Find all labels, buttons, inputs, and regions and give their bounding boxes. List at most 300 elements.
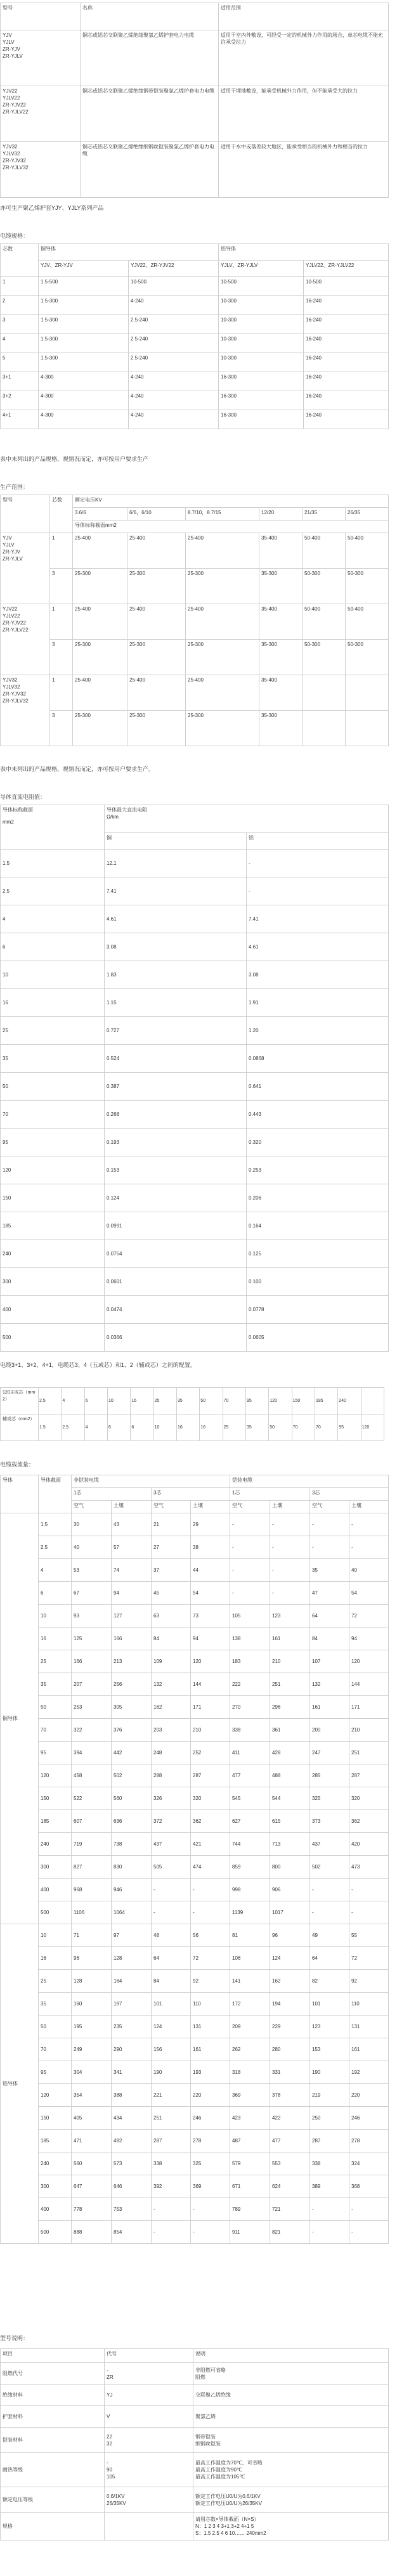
dc-header-copper: 铜 [105, 833, 247, 850]
spec-range-cell: 4-300 [39, 372, 129, 391]
table-row [1, 315, 389, 334]
amp-value-cell: 57 [112, 1536, 152, 1559]
dc-value-cell: 1.15 [105, 989, 247, 1017]
table-row [1, 905, 389, 933]
amp-value-cell: 305 [112, 1696, 152, 1719]
amp-value-cell: 296 [270, 1696, 310, 1719]
prod-range-cell: 50-300 [346, 569, 389, 604]
amp-value-cell: 72 [349, 1605, 389, 1628]
amp-value-cell: 101 [152, 1993, 191, 2016]
prod-header-voltage: 额定电压KV [73, 495, 389, 508]
amp-value-cell: 378 [270, 2084, 310, 2107]
table-row [1, 1970, 389, 1993]
amp-area-cell: 500 [39, 2221, 72, 2244]
amp-value-cell: 171 [349, 1696, 389, 1719]
prod-range-cell: 35-300 [259, 569, 303, 604]
amp-area-cell: 95 [39, 1742, 72, 1764]
model-cell: YJV YJLV ZR-YJV ZR-YJLV [1, 30, 81, 86]
amp-value-cell: 285 [310, 1764, 349, 1787]
config-value-cell: 150 [292, 1388, 315, 1414]
dc-value-cell: 0.253 [247, 1156, 389, 1184]
table-row [1, 933, 389, 961]
dc-value-cell: 0.125 [247, 1240, 389, 1268]
spec-range-cell: 2.5-240 [129, 353, 219, 372]
table-row [1, 2130, 389, 2152]
prod-range-cell: 50-400 [346, 533, 389, 569]
amp-header-conductor: 导体 [1, 1475, 39, 1513]
prod-range-cell: 25-400 [73, 533, 127, 569]
amp-value-cell: 125 [72, 1628, 112, 1650]
amp-conductor-cell: 铜导体 [1, 1513, 39, 1924]
amp-value-cell: 738 [112, 1833, 152, 1856]
prod-voltage-cell: 3.6/6 [73, 508, 127, 521]
table-row [1, 675, 389, 711]
amp-value-cell: 394 [72, 1742, 112, 1764]
amp-value-cell: 141 [230, 1970, 270, 1993]
prod-range-cell: 25-300 [127, 640, 186, 675]
amp-value-cell: 197 [112, 1993, 152, 2016]
amp-value-cell: 325 [191, 2152, 230, 2175]
ampacity-section [0, 1475, 389, 2244]
dc-area-cell: 2.5 [1, 877, 105, 905]
spec-cores-cell: 2 [1, 296, 39, 315]
amp-value-cell: 73 [191, 1605, 230, 1628]
table-row [1, 296, 389, 315]
spec-range-cell: 4-300 [39, 391, 129, 410]
amp-value-cell: 72 [349, 1947, 389, 1970]
table-row [1, 2453, 389, 2487]
amp-value-cell: 647 [72, 2175, 112, 2198]
amp-value-cell: 64 [310, 1947, 349, 1970]
amp-value-cell: 248 [152, 1742, 191, 1764]
amp-header-3core: 3芯 [310, 1488, 389, 1501]
amp-value-cell: 106 [230, 1947, 270, 1970]
amp-value-cell: 287 [310, 2130, 349, 2152]
dc-header-area-label: 导体标称截面 [3, 807, 33, 813]
table-row [1, 1810, 389, 1833]
amp-value-cell: 207 [72, 1673, 112, 1696]
amp-body [1, 1513, 389, 2244]
prod-cores-cell: 3 [50, 640, 73, 675]
amp-value-cell: 138 [230, 1628, 270, 1650]
config-value-cell: 185 [315, 1388, 337, 1414]
code-desc-cell: 额定工作电压U0/U为0.6/1KV 额定工作电压U0/U为26/35KV [193, 2487, 389, 2513]
dc-section [0, 805, 389, 1352]
dc-area-cell: 4 [1, 905, 105, 933]
dc-value-cell: 0.0366 [105, 1324, 247, 1352]
amp-value-cell: 422 [270, 2107, 310, 2130]
amp-area-cell: 500 [39, 1901, 72, 1924]
amp-value-cell: 124 [270, 1947, 310, 1970]
code-desc-cell: 请用芯数×导体截面（N×S） N：1 2 3 4 3+1 3+2 4+1 5 S：1.5 2.5 4 6 10…… 240mm2 [193, 2513, 389, 2540]
config-value-cell: 25 [223, 1414, 245, 1441]
dc-value-cell: 3.08 [105, 933, 247, 961]
amp-area-cell: 240 [39, 2152, 72, 2175]
table-row [1, 1101, 389, 1129]
amp-value-cell: 164 [112, 1970, 152, 1993]
config-value-cell [361, 1388, 384, 1414]
table-row [1, 1513, 389, 1536]
amp-value-cell: 998 [230, 1879, 270, 1901]
config-value-cell: 95 [245, 1388, 268, 1414]
model-header-cell: 型号 [1, 3, 81, 30]
prod-range-cell: 25-300 [73, 569, 127, 604]
amp-value-cell: 249 [72, 2038, 112, 2061]
amp-area-cell: 95 [39, 2061, 72, 2084]
amp-value-cell: 369 [230, 2084, 270, 2107]
table-row [1, 1129, 389, 1156]
spec-range-cell: 10-300 [219, 353, 304, 372]
dc-header-area-unit: mm2 [3, 819, 14, 825]
amp-value-cell: - [191, 1879, 230, 1901]
amp-value-cell: 161 [349, 2038, 389, 2061]
table-row [1, 1536, 389, 1559]
amp-value-cell: - [310, 1901, 349, 1924]
prod-range-cell: 35-300 [259, 640, 303, 675]
model-section [0, 3, 389, 198]
amp-value-cell: 55 [349, 1924, 389, 1947]
amp-value-cell: 74 [112, 1559, 152, 1582]
dc-header-res-label: 导体最大直流电阻 [107, 807, 147, 813]
amp-value-cell: 47 [310, 1582, 349, 1605]
config-value-cell: 4 [84, 1414, 107, 1441]
amp-value-cell: 162 [270, 1970, 310, 1993]
code-desc-cell: 聚氯乙烯 [193, 2406, 389, 2428]
amp-value-cell: - [349, 1901, 389, 1924]
prod-range-cell: 25-400 [186, 604, 259, 640]
note-config: 电缆3+1、3+2、4+1，电缆芯3、4（五或芯）和1、2（辅或芯）之间的配置。 [0, 1362, 196, 1368]
spec-cores-cell: 4+1 [1, 410, 39, 429]
amp-area-cell: 400 [39, 2198, 72, 2221]
table-row [1, 2175, 389, 2198]
amp-value-cell: 247 [310, 1742, 349, 1764]
amp-value-cell: 821 [270, 2221, 310, 2244]
table-row [1, 1833, 389, 1856]
amp-value-cell: 502 [310, 1856, 349, 1879]
amp-value-cell: 63 [152, 1605, 191, 1628]
code-symbol-cell: V [105, 2406, 193, 2428]
model-table [0, 3, 389, 198]
table-row [1, 2221, 389, 2244]
prod-header-cores: 芯数 [50, 495, 73, 533]
amp-value-cell: 1064 [112, 1901, 152, 1924]
amp-value-cell: 171 [191, 1696, 230, 1719]
amp-value-cell: 778 [72, 2198, 112, 2221]
amp-value-cell: 253 [72, 1696, 112, 1719]
config-value-cell: 16 [200, 1414, 223, 1441]
spec-range-cell: 10-300 [219, 296, 304, 315]
table-row [1, 1764, 389, 1787]
amp-value-cell: 166 [72, 1650, 112, 1673]
amp-value-cell: 123 [270, 1605, 310, 1628]
amp-header-air: 空气 [310, 1501, 349, 1513]
amp-value-cell: 671 [230, 2175, 270, 2198]
table-row [1, 850, 389, 877]
table-row [1, 1947, 389, 1970]
amp-area-cell: 50 [39, 1696, 72, 1719]
amp-value-cell: 287 [191, 1764, 230, 1787]
amp-value-cell: 156 [152, 2038, 191, 2061]
amp-value-cell: 96 [270, 1924, 310, 1947]
prod-range-cell: 25-400 [127, 604, 186, 640]
amp-value-cell: 101 [310, 1993, 349, 2016]
amp-value-cell: - [349, 2198, 389, 2221]
spec-header-cores: 芯数 [1, 244, 39, 277]
amp-value-cell: 278 [191, 2130, 230, 2152]
table-row [1, 1901, 389, 1924]
dc-value-cell: 1.20 [247, 1017, 389, 1045]
amp-value-cell: 278 [349, 2130, 389, 2152]
amp-value-cell: 487 [230, 2130, 270, 2152]
config-section [0, 1387, 384, 1441]
spec-range-cell: 16-240 [304, 372, 389, 391]
amp-value-cell: 474 [191, 1856, 230, 1879]
amp-value-cell: 40 [72, 1536, 112, 1559]
dc-value-cell: 0.164 [247, 1212, 389, 1240]
amp-value-cell: - [270, 1559, 310, 1582]
amp-value-cell: 505 [152, 1856, 191, 1879]
dc-value-cell: 7.41 [247, 905, 389, 933]
amp-value-cell: - [349, 1513, 389, 1536]
table-row [1, 2061, 389, 2084]
code-header-cell: 项目 [1, 2349, 105, 2363]
spec-range-cell: 16-240 [304, 353, 389, 372]
dc-area-cell: 150 [1, 1184, 105, 1212]
amp-header-soil: 土壤 [349, 1501, 389, 1513]
spec-range-cell: 16-240 [304, 391, 389, 410]
amp-value-cell: 320 [349, 1787, 389, 1810]
prod-range-cell: 25-300 [127, 711, 186, 746]
amp-area-cell: 120 [39, 2084, 72, 2107]
config-value-cell: 6 [84, 1388, 107, 1414]
spec-cores-cell: 3+1 [1, 372, 39, 391]
amp-value-cell: 800 [270, 1856, 310, 1879]
amp-value-cell: 560 [112, 1787, 152, 1810]
amp-header-soil: 土壤 [112, 1501, 152, 1513]
table-row [1, 961, 389, 989]
amp-value-cell: 203 [152, 1719, 191, 1742]
spec-range-cell: 4-240 [129, 391, 219, 410]
dc-body [1, 850, 389, 1352]
model-header-cell: 名称 [81, 3, 219, 30]
amp-area-cell: 4 [39, 1559, 72, 1582]
table-row [1, 1156, 389, 1184]
amp-value-cell: 246 [191, 2107, 230, 2130]
prod-range-cell [346, 711, 389, 746]
dc-value-cell: 0.0868 [247, 1045, 389, 1073]
prod-range-cell: 25-400 [127, 533, 186, 569]
amp-value-cell: 434 [112, 2107, 152, 2130]
config-aux-row [1, 1414, 384, 1441]
amp-value-cell: 646 [112, 2175, 152, 2198]
spec-range-cell: 16-240 [304, 315, 389, 334]
spec-cores-cell: 3 [1, 315, 39, 334]
table-row [1, 410, 389, 429]
amp-value-cell: 428 [270, 1742, 310, 1764]
amp-value-cell: 325 [310, 1787, 349, 1810]
amp-value-cell: - [191, 1901, 230, 1924]
amp-value-cell: - [152, 2198, 191, 2221]
amp-value-cell: 373 [310, 1810, 349, 1833]
amp-value-cell: 250 [310, 2107, 349, 2130]
model-cell: YJV32 YJLV32 ZR-YJV32 ZR-YJLV32 [1, 142, 81, 198]
table-row [1, 2406, 389, 2428]
amp-value-cell: 219 [310, 2084, 349, 2107]
amp-area-cell: 35 [39, 1993, 72, 2016]
amp-value-cell: 251 [349, 1742, 389, 1764]
config-value-cell: 120 [269, 1388, 292, 1414]
amp-value-cell: 246 [349, 2107, 389, 2130]
config-value-cell: 35 [245, 1414, 268, 1441]
prod-range-cell: 50-300 [346, 640, 389, 675]
spec-range-cell: 4-240 [129, 296, 219, 315]
amp-value-cell: 92 [349, 1970, 389, 1993]
amp-value-cell: 93 [72, 1605, 112, 1628]
table-row [1, 1719, 389, 1742]
prod-range-cell: 50-400 [346, 604, 389, 640]
amp-value-cell: 341 [112, 2061, 152, 2084]
amp-value-cell: 331 [270, 2061, 310, 2084]
spec-cores-cell: 5 [1, 353, 39, 372]
table-row [1, 1787, 389, 1810]
spec-header-cell: YJV、ZR-YJV [39, 261, 129, 277]
prod-range-cell: 25-400 [73, 675, 127, 711]
amp-value-cell: 251 [152, 2107, 191, 2130]
spec-range-cell: 1.5-300 [39, 296, 129, 315]
amp-value-cell: 131 [349, 2016, 389, 2038]
amp-area-cell: 16 [39, 1947, 72, 1970]
config-value-cell: 70 [292, 1414, 315, 1441]
amp-value-cell: 210 [270, 1650, 310, 1673]
amp-header-air: 空气 [230, 1501, 270, 1513]
table-row [1, 1605, 389, 1628]
amp-value-cell: 222 [230, 1673, 270, 1696]
dc-area-cell: 185 [1, 1212, 105, 1240]
amp-area-cell: 300 [39, 2175, 72, 2198]
spec-range-cell: 16-240 [304, 410, 389, 429]
prod-range-cell: 25-400 [73, 604, 127, 640]
dc-value-cell: 0.124 [105, 1184, 247, 1212]
amp-value-cell: 392 [152, 2175, 191, 2198]
amp-value-cell: 220 [191, 2084, 230, 2107]
code-symbol-cell [105, 2513, 193, 2540]
code-symbol-cell: 0.6/1KV 26/35KV [105, 2487, 193, 2513]
amp-value-cell: 144 [191, 1673, 230, 1696]
config-main-row [1, 1388, 384, 1414]
table-row [1, 1696, 389, 1719]
dc-area-cell: 6 [1, 933, 105, 961]
prod-voltage-cell: 8.7/10，8.7/15 [186, 508, 259, 521]
amp-area-cell: 300 [39, 1856, 72, 1879]
amp-value-cell: 338 [230, 1719, 270, 1742]
amp-value-cell: - [349, 2221, 389, 2244]
amp-area-cell: 25 [39, 1650, 72, 1673]
amp-value-cell: 209 [230, 2016, 270, 2038]
prod-range-cell: 25-300 [73, 711, 127, 746]
amp-value-cell: - [310, 1879, 349, 1901]
config-value-cell: 2.5 [62, 1414, 84, 1441]
spec-header-copper: 铜导体 [39, 244, 219, 261]
amp-value-cell: 120 [349, 1650, 389, 1673]
amp-value-cell: 411 [230, 1742, 270, 1764]
amp-value-cell: 369 [191, 2175, 230, 2198]
amp-value-cell: 172 [230, 1993, 270, 2016]
prod-model-cell: YJV32 YJLV32 ZR-YJV32 ZR-YJLV32 [1, 675, 50, 746]
model-name-cell: 铜芯或铝芯交联聚乙烯绝缘细钢丝铠装聚氯乙烯护套电力电缆 [81, 142, 219, 198]
amp-value-cell: 92 [191, 1970, 230, 1993]
amp-value-cell: 1139 [230, 1901, 270, 1924]
amp-area-cell: 70 [39, 1719, 72, 1742]
amp-value-cell: 43 [112, 1513, 152, 1536]
code-desc-cell: 非阻燃可省略 阻燃 [193, 2363, 389, 2385]
amp-value-cell: 290 [112, 2038, 152, 2061]
amp-value-cell: 38 [191, 1536, 230, 1559]
amp-value-cell: 789 [230, 2198, 270, 2221]
prod-cores-cell: 1 [50, 533, 73, 569]
amp-value-cell: 713 [270, 1833, 310, 1856]
prod-range-cell: 35-400 [259, 533, 303, 569]
amp-header-armored: 铠装电缆 [230, 1475, 389, 1488]
amp-value-cell: 123 [310, 2016, 349, 2038]
dc-value-cell: 0.727 [105, 1017, 247, 1045]
code-item-cell: 阻燃代号 [1, 2363, 105, 2385]
code-item-cell: 额定电压等级 [1, 2487, 105, 2513]
prod-voltage-cell: 12/20 [259, 508, 303, 521]
code-table [0, 2348, 389, 2540]
table-row [1, 2016, 389, 2038]
amp-value-cell: 473 [349, 1856, 389, 1879]
note-spec: 表中未列出的产品规格，视情况而定，亦可按用户要求生产 [0, 456, 149, 462]
amp-value-cell: 545 [230, 1787, 270, 1810]
amp-value-cell: 280 [270, 2038, 310, 2061]
table-row [1, 277, 389, 296]
amp-value-cell: - [230, 1582, 270, 1605]
prod-range-cell: 25-400 [186, 533, 259, 569]
spec-range-cell: 10-300 [219, 315, 304, 334]
amp-value-cell: 40 [349, 1559, 389, 1582]
amp-value-cell: 210 [349, 1719, 389, 1742]
spec-range-cell: 16-300 [219, 391, 304, 410]
amp-area-cell: 1.5 [39, 1513, 72, 1536]
amp-value-cell: 84 [310, 1628, 349, 1650]
dc-value-cell: 12.1 [105, 850, 247, 877]
config-table [0, 1387, 384, 1441]
dc-area-cell: 500 [1, 1324, 105, 1352]
config-value-cell: 50 [269, 1414, 292, 1441]
config-value-cell: 10 [153, 1414, 176, 1441]
amp-value-cell: 458 [72, 1764, 112, 1787]
spec-range-cell: 10-300 [219, 334, 304, 353]
table-row [1, 533, 389, 569]
amp-value-cell: 27 [152, 1536, 191, 1559]
dc-area-cell: 120 [1, 1156, 105, 1184]
config-value-cell: 10 [107, 1388, 130, 1414]
prod-range-cell: 50-300 [303, 569, 346, 604]
amp-value-cell: 607 [72, 1810, 112, 1833]
amp-value-cell: 48 [152, 1924, 191, 1947]
amp-value-cell: 64 [152, 1947, 191, 1970]
dc-value-cell: 0.153 [105, 1156, 247, 1184]
amp-value-cell: 54 [349, 1582, 389, 1605]
amp-area-cell: 16 [39, 1628, 72, 1650]
amp-value-cell: 162 [152, 1696, 191, 1719]
spec-range-cell: 10-500 [129, 277, 219, 296]
production-title: 生产范围： [0, 484, 29, 490]
table-row [1, 2152, 389, 2175]
amp-value-cell: 84 [152, 1628, 191, 1650]
amp-value-cell: 827 [72, 1856, 112, 1879]
amp-value-cell: 105 [230, 1605, 270, 1628]
